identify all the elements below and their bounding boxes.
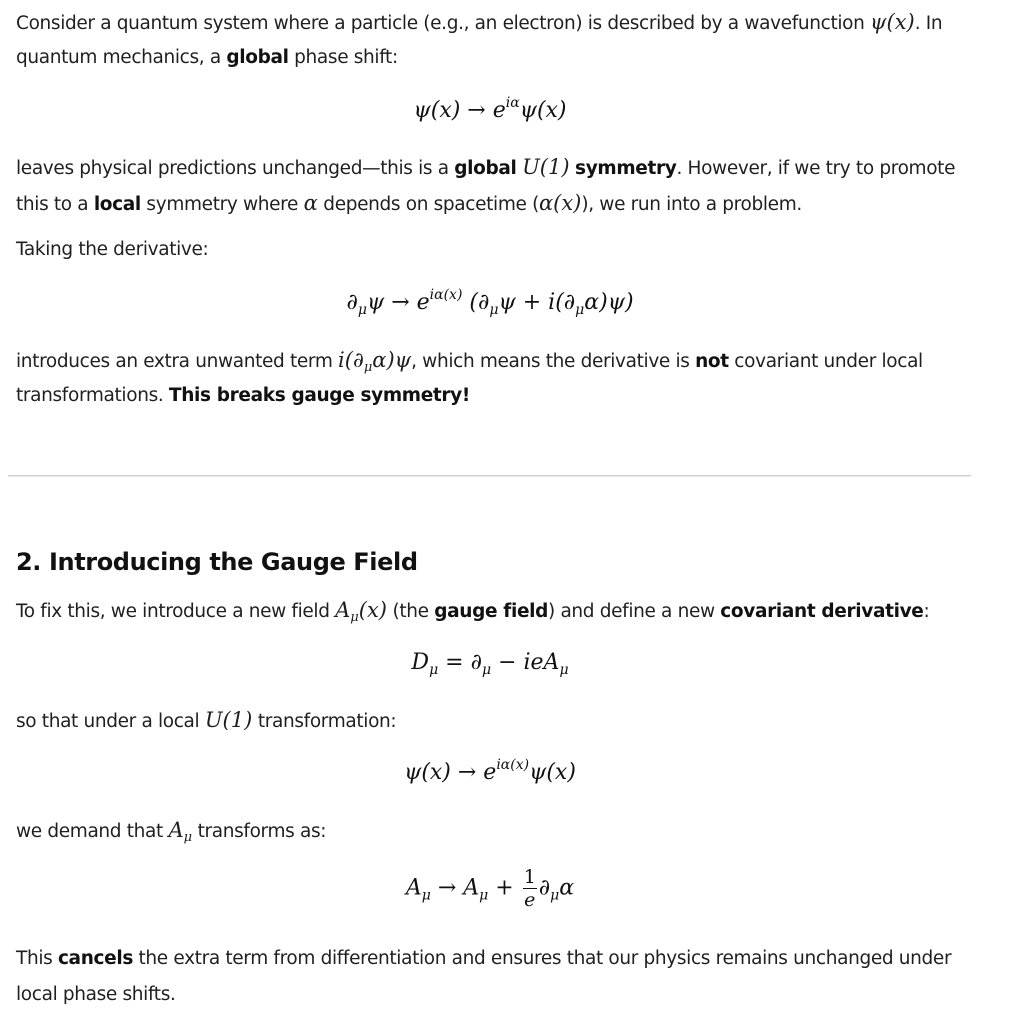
paragraph-demand bbox=[16, 812, 976, 850]
eq-part: (∂ bbox=[462, 290, 490, 315]
math-part: A bbox=[168, 818, 184, 842]
math-extra-term bbox=[338, 348, 412, 375]
paragraph-local-u1 bbox=[16, 702, 976, 740]
bold-symmetry: symmetry bbox=[575, 158, 677, 179]
eq-part: ∂ bbox=[346, 290, 358, 315]
eq-part: ψ(x) → e bbox=[404, 760, 497, 785]
paragraph-unwanted-term-line1 bbox=[16, 342, 976, 380]
bold-breaks-gauge-symmetry: This breaks gauge symmetry! bbox=[168, 385, 470, 406]
math-u1: U(1) bbox=[204, 708, 253, 732]
eq-part: ψ(x) bbox=[519, 98, 567, 123]
eq-subscript: μ bbox=[429, 662, 439, 678]
text: so that under a local bbox=[16, 711, 205, 732]
paragraph-gauge-field bbox=[16, 592, 976, 630]
eq-part: ψ(x) → e bbox=[413, 98, 506, 123]
eq-part: ψ + i(∂ bbox=[498, 290, 576, 315]
equation-derivative bbox=[0, 288, 980, 318]
eq-subscript: μ bbox=[559, 662, 569, 678]
text: transformation: bbox=[252, 711, 397, 732]
equation-global-phase bbox=[0, 96, 980, 126]
bold-local: local bbox=[93, 194, 141, 215]
text: quantum mechanics, a bbox=[16, 47, 227, 68]
math-subscript: μ bbox=[350, 610, 359, 625]
eq-part: ψ(x) bbox=[529, 760, 576, 785]
eq-superscript: iα bbox=[505, 95, 520, 111]
text: , which means the derivative is bbox=[411, 351, 696, 372]
paragraph-local-line2 bbox=[16, 185, 976, 223]
bold-not: not bbox=[695, 351, 729, 372]
paragraph-intro-line1 bbox=[16, 4, 976, 42]
math-subscript: μ bbox=[183, 830, 193, 845]
math-part: (x) bbox=[358, 598, 387, 622]
equation-covariant-derivative bbox=[0, 648, 980, 678]
math-part: i(∂ bbox=[338, 348, 364, 372]
paragraph-taking-derivative: Taking the derivative: bbox=[16, 239, 209, 260]
eq-part: α bbox=[559, 875, 575, 901]
math-alpha: α bbox=[303, 191, 318, 215]
text: ), we run into a problem. bbox=[581, 194, 802, 215]
eq-subscript: μ bbox=[575, 302, 585, 318]
math-part: α)ψ bbox=[372, 348, 412, 372]
text: this to a bbox=[16, 194, 94, 215]
text: To fix this, we introduce a new field bbox=[16, 601, 336, 622]
text: . In bbox=[914, 13, 943, 34]
math-alpha-x: α(x) bbox=[538, 191, 582, 215]
eq-part: → A bbox=[430, 875, 480, 901]
math-a-mu-x bbox=[335, 598, 387, 625]
bold-gauge-field: gauge field bbox=[434, 601, 549, 622]
math-subscript: μ bbox=[363, 360, 373, 375]
math-part: A bbox=[335, 598, 351, 622]
paragraph-intro-line2 bbox=[16, 40, 976, 76]
section-heading: 2. Introducing the Gauge Field bbox=[16, 548, 418, 576]
text: depends on spacetime ( bbox=[317, 194, 539, 215]
text: symmetry where bbox=[140, 194, 304, 215]
paragraph-unwanted-term-line2 bbox=[16, 378, 976, 414]
eq-part: ψ → e bbox=[366, 290, 430, 315]
math-a-mu bbox=[168, 818, 193, 845]
eq-part: = ∂ bbox=[438, 650, 482, 675]
paragraph-cancels-line1 bbox=[16, 941, 976, 977]
text: covariant under local bbox=[728, 351, 923, 372]
eq-part: − ieA bbox=[491, 650, 560, 675]
text: phase shift: bbox=[288, 47, 398, 68]
eq-part: D bbox=[411, 650, 430, 675]
eq-superscript: iα(x) bbox=[496, 757, 530, 773]
text: . However, if we try to promote bbox=[676, 158, 956, 179]
fraction-numerator: 1 bbox=[523, 866, 536, 888]
fraction-denominator: e bbox=[524, 889, 536, 911]
eq-part: α)ψ) bbox=[584, 290, 634, 315]
eq-part: + bbox=[488, 875, 521, 901]
equation-gauge-transform bbox=[0, 866, 980, 911]
math-u1: U(1) bbox=[522, 155, 570, 179]
math-psi-x: ψ(x) bbox=[870, 10, 915, 34]
bold-global: global bbox=[454, 158, 517, 179]
eq-subscript: μ bbox=[550, 887, 560, 904]
eq-subscript: μ bbox=[481, 662, 492, 678]
text: (the bbox=[386, 601, 435, 622]
text: transformations. bbox=[16, 385, 169, 406]
paragraph-local-line1 bbox=[16, 149, 976, 187]
eq-subscript: μ bbox=[421, 887, 431, 904]
text: the extra term from differentiation and ensures that our physics remains unchanged under bbox=[132, 948, 952, 969]
bold-covariant-derivative: covariant derivative bbox=[720, 601, 924, 622]
eq-subscript: μ bbox=[489, 302, 499, 318]
text: leaves physical predictions unchanged—this is a bbox=[16, 158, 455, 179]
text: Consider a quantum system where a particle (e.g., an electron) is described by a wavefunction bbox=[16, 13, 871, 34]
fraction-one-over-e bbox=[523, 866, 537, 911]
text: This bbox=[16, 948, 58, 969]
equation-local-phase bbox=[0, 758, 980, 788]
text: transforms as: bbox=[192, 821, 327, 842]
eq-part: A bbox=[405, 875, 422, 901]
eq-superscript: iα(x) bbox=[429, 287, 463, 303]
eq-subscript: μ bbox=[479, 887, 489, 904]
bold-cancels: cancels bbox=[57, 948, 133, 969]
text: introduces an extra unwanted term bbox=[16, 351, 339, 372]
text: : bbox=[923, 601, 930, 622]
text: we demand that bbox=[16, 821, 169, 842]
text: ) and define a new bbox=[548, 601, 721, 622]
eq-part: ∂ bbox=[538, 875, 551, 901]
eq-subscript: μ bbox=[357, 302, 367, 318]
bold-global: global bbox=[226, 47, 289, 68]
horizontal-divider bbox=[8, 475, 971, 477]
paragraph-cancels-line2: local phase shifts. bbox=[16, 984, 176, 1005]
